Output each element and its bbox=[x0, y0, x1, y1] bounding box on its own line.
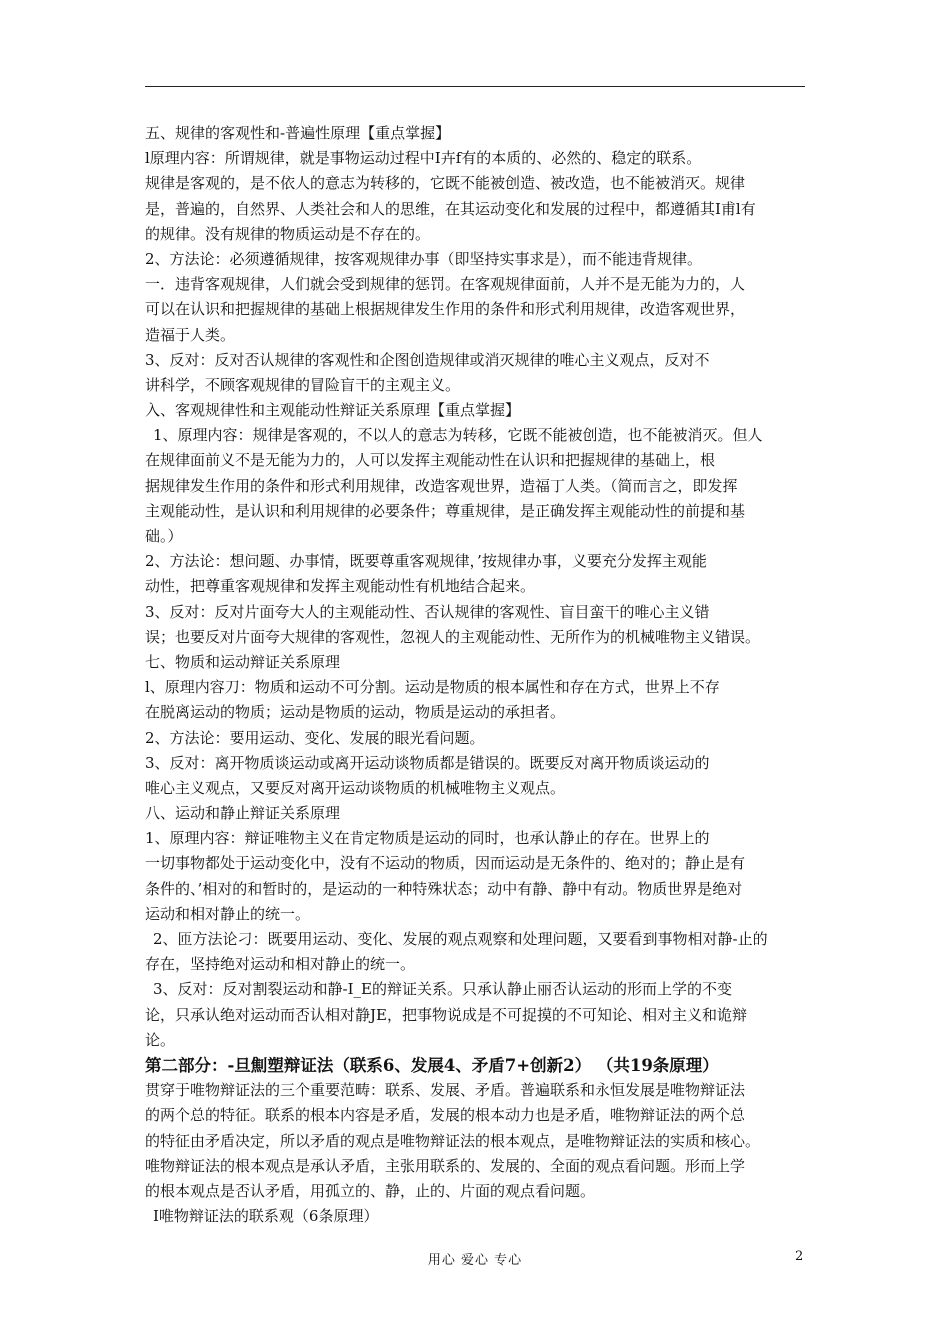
text-line: 的特征由矛盾决定，所以矛盾的观点是唯物辩证法的根本观点，是唯物辩证法的实质和核心。 bbox=[145, 1131, 761, 1150]
text-line: 在脱离运动的物质；运动是物质的运动，物质是运动的承担者。 bbox=[145, 703, 566, 722]
text-line: 3、反对：反对割裂运动和静-I_E的辩证关系。只承认静止丽否认运动的形而上学的不变 bbox=[153, 980, 732, 999]
text-line: 造福于人类。 bbox=[145, 325, 236, 344]
text-line: 存在，坚持绝对运动和相对静止的统一。 bbox=[145, 955, 416, 974]
section-heading: 第二部分：-旦劁塑辩证法（联系6、发展4、矛盾7+创新2） （共19条原理） bbox=[145, 1055, 719, 1075]
footer-text: 用心 爱心 专心 bbox=[427, 1253, 523, 1268]
text-line: 运动和相对静止的统一。 bbox=[145, 904, 311, 923]
text-line: 一切事物都处于运动变化中，没有不运动的物质，因而运动是无条件的、绝对的；静止是有 bbox=[145, 854, 746, 873]
text-line: 的规律。没有规律的物质运动是不存在的。 bbox=[145, 224, 431, 243]
text-line: 入、客观规律性和主观能动性辩证关系原理【重点掌握】 bbox=[145, 401, 521, 420]
text-line: 贯穿于唯物辩证法的三个重要范畴：联系、发展、矛盾。普遍联系和永恒发展是唯物辩证法 bbox=[145, 1081, 746, 1100]
text-line: 础。） bbox=[145, 527, 183, 545]
text-line: 唯物辩证法的根本观点是承认矛盾，主张用联系的、发展的、全面的观点看问题。形而上学 bbox=[145, 1156, 746, 1175]
text-line: 是，普遍的，自然界、人类社会和人的思维，在其运动变化和发展的过程中，都遵循其I甫l有 bbox=[145, 199, 756, 218]
document-body bbox=[145, 121, 815, 1229]
text-line: 规律是客观的，是不依人的意志为转移的，它既不能被创造、被改造，也不能被消灭。规律 bbox=[145, 174, 746, 193]
text-line: 1、原理内容：规律是客观的，不以人的意志为转移，它既不能被创造，也不能被消灭。但人 bbox=[153, 426, 763, 445]
text-line: 可以在认识和把握规律的基础上根据规律发生作用的条件和形式利用规律，改造客观世界， bbox=[145, 300, 746, 319]
text-line: 的两个总的特征。联系的根本内容是矛盾，发展的根本动力也是矛盾，唯物辩证法的两个总 bbox=[145, 1106, 746, 1125]
text-line: 2、方法论：想问题、办事情，既要尊重客观规律，’按规律办事，义要充分发挥主观能 bbox=[145, 552, 707, 571]
text-line: 2、方法论：必须遵循规律，按客观规律办事（即坚持实事求是），而不能违背规律。 bbox=[145, 249, 703, 268]
page-number: 2 bbox=[795, 1249, 804, 1264]
text-line: 一．违背客观规律，人们就会受到规律的惩罚。在客观规律面前，人并不是无能为力的，人 bbox=[145, 275, 746, 294]
text-line: 2、匝方法论刁：既要用运动、变化、发展的观点观察和处理问题，又要看到事物相对静-止的 bbox=[153, 930, 768, 948]
text-line: 在规律面前义不是无能为力的，人可以发挥主观能动性在认识和把握规律的基础上，根 bbox=[145, 451, 716, 470]
text-line: 3、反对：离开物质谈运动或离开运动谈物质都是错误的。既要反对离开物质谈运动的 bbox=[145, 753, 710, 772]
text-line: 据规律发生作用的条件和形式利用规律，改造客观世界，造福丁人类。（简而言之，即发挥 bbox=[145, 476, 738, 495]
text-line: 主观能动性，是认识和利用规律的必要条件；尊重规律，是正确发挥主观能动性的前提和基 bbox=[145, 501, 746, 520]
text-line: 3、反对：反对片面夸大人的主观能动性、否认规律的客观性、盲目蛮干的唯心主义错 bbox=[145, 602, 710, 621]
text-line: 的根本观点是否认矛盾，用孤立的、静，止的、片面的观点看问题。 bbox=[145, 1181, 596, 1200]
text-line: I唯物辩证法的联系观（6条原理） bbox=[153, 1207, 379, 1226]
text-line: 五、规律的客观性和-普遍性原理【重点掌握】 bbox=[145, 124, 451, 142]
text-line: l原理内容：所谓规律，就是事物运动过程中I卉f有的本质的、必然的、稳定的联系。 bbox=[145, 149, 702, 168]
text-line: 动性，把尊重客观规律和发挥主观能动性有机地结合起来。 bbox=[145, 577, 536, 596]
text-line: 唯心主义观点，又要反对离开运动谈物质的机械唯物主义观点。 bbox=[145, 778, 566, 797]
text-line: 论。 bbox=[145, 1030, 176, 1049]
text-line: 条件的、’相对的和暂时的，是运动的一种特殊状态；动中有静、静中有动。物质世界是绝对 bbox=[145, 879, 743, 898]
text-line: 论，只承认绝对运动而否认相对静JE，把事物说成是不可捉摸的不可知论、相对主义和诡辩 bbox=[145, 1005, 747, 1024]
text-line: 2、方法论：要用运动、变化、发展的眼光看问题。 bbox=[145, 728, 485, 747]
text-line: 八、运动和静止辩证关系原理 bbox=[145, 804, 341, 823]
text-line: 误；也要反对片面夸大规律的客观性，忽视人的主观能动性、无所作为的机械唯物主义错误。 bbox=[145, 627, 761, 646]
text-line: 3、反对：反对否认规律的客观性和企图创造规律或消灭规律的唯心主义观点，反对不 bbox=[145, 350, 710, 369]
text-line: 七、物质和运动辩证关系原理 bbox=[145, 652, 341, 671]
text-line: 1、原理内容：辩证唯物主义在肯定物质是运动的同时，也承认静止的存在。世界上的 bbox=[145, 829, 710, 848]
text-line: 讲科学，不顾客观规律的冒险盲干的主观主义。 bbox=[145, 375, 461, 394]
header-rule bbox=[145, 86, 805, 87]
text-line: l、原理内容刀：物质和运动不可分割。运动是物质的根本属性和存在方式，世界上不存 bbox=[145, 678, 720, 697]
